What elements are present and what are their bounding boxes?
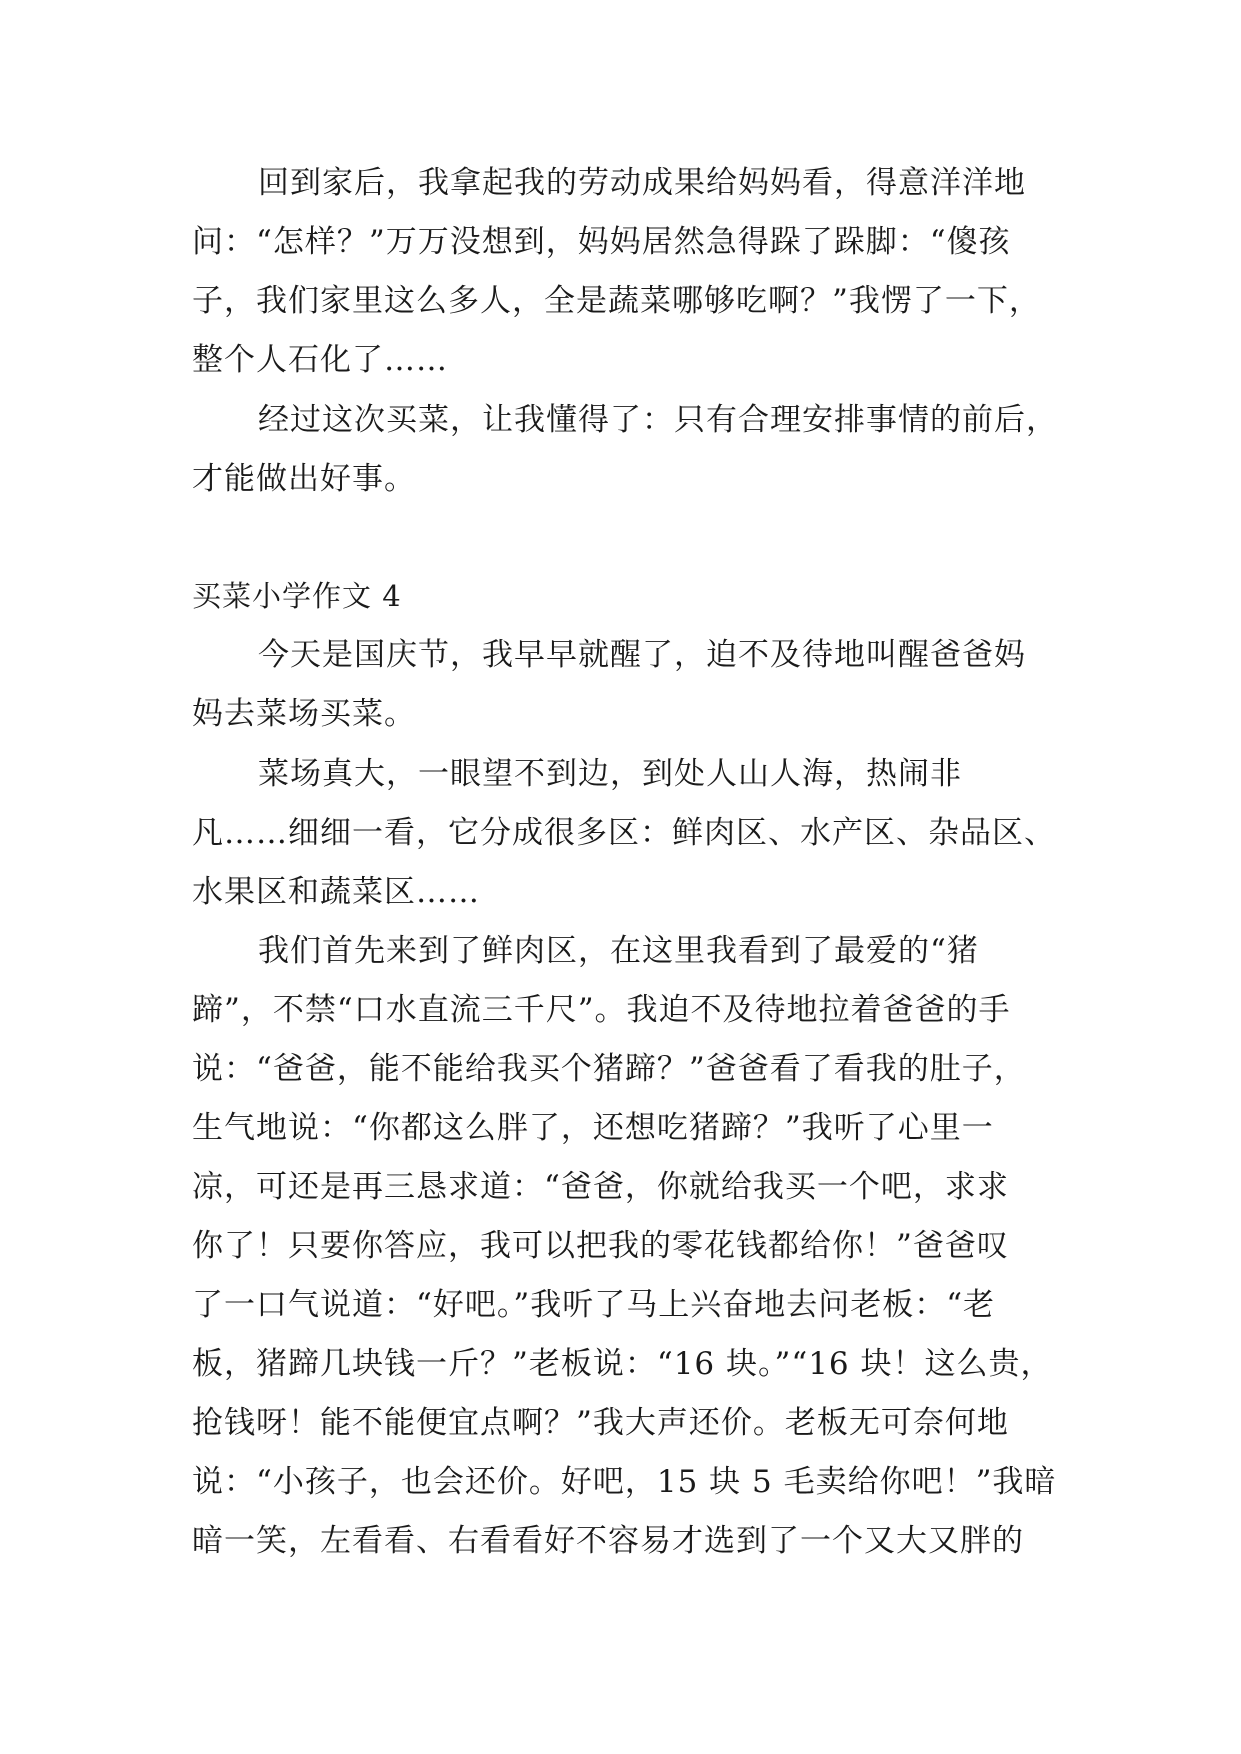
text-line: 整个人石化了……	[192, 342, 448, 378]
text-line: 说：“爸爸，能不能给我买个猪蹄？”爸爸看了看我的肚子，	[192, 1051, 1026, 1087]
text-line: 凉，可还是再三恳求道：“爸爸，你就给我买一个吧，求求	[192, 1169, 1009, 1205]
text-line: 了一口气说道：“好吧。”我听了马上兴奋地去问老板：“老	[192, 1287, 996, 1323]
text-line: 生气地说：“你都这么胖了，还想吃猪蹄？”我听了心里一	[192, 1110, 994, 1146]
text-line: 蹄”，不禁“口水直流三千尺”。我迫不及待地拉着爸爸的手	[192, 992, 1011, 1028]
text-line: 说：“小孩子，也会还价。好吧，15 块 5 毛卖给你吧！”我暗	[192, 1464, 1057, 1500]
text-line: 回到家后，我拿起我的劳动成果给妈妈看，得意洋洋地	[258, 165, 1026, 201]
text-line: 经过这次买菜，让我懂得了：只有合理安排事情的前后，	[258, 402, 1058, 438]
text-line: 暗一笑，左看看、右看看好不容易才选到了一个又大又胖的	[192, 1523, 1024, 1559]
text-line: 抢钱呀！能不能便宜点啊？”我大声还价。老板无可奈何地	[192, 1405, 1009, 1441]
text-line: 问：“怎样？”万万没想到，妈妈居然急得跺了跺脚：“傻孩	[192, 224, 1011, 260]
text-line: 子，我们家里这么多人，全是蔬菜哪够吃啊？”我愣了一下，	[192, 283, 1041, 319]
text-line: 板，猪蹄几块钱一斤？”老板说：“16 块。”“16 块！这么贵，	[192, 1346, 1053, 1382]
section-title: 买菜小学作文 4	[192, 579, 402, 613]
text-line: 你了！只要你答应，我可以把我的零花钱都给你！”爸爸叹	[192, 1228, 1009, 1264]
text-line: 我们首先来到了鲜肉区，在这里我看到了最爱的“猪	[258, 933, 979, 969]
text-line: 今天是国庆节，我早早就醒了，迫不及待地叫醒爸爸妈	[258, 637, 1026, 673]
text-line: 凡……细细一看，它分成很多区：鲜肉区、水产区、杂品区、	[192, 815, 1056, 851]
text-line: 菜场真大，一眼望不到边，到处人山人海，热闹非	[258, 756, 962, 792]
text-line: 才能做出好事。	[192, 461, 416, 497]
text-line: 妈去菜场买菜。	[192, 696, 416, 732]
text-line: 水果区和蔬菜区……	[192, 874, 480, 910]
